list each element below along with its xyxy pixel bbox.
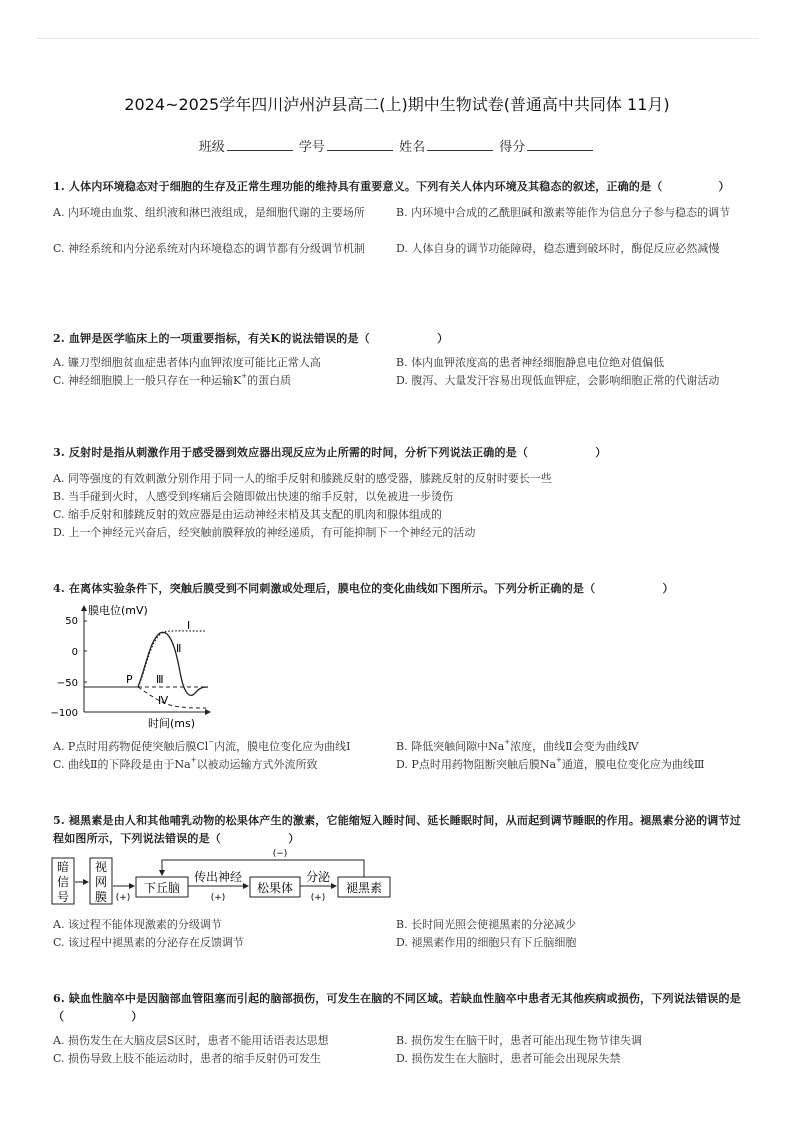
option-text: B. 降低突触间隙中Na	[396, 740, 505, 753]
option-b[interactable]: B. 内环境中合成的乙酰胆碱和激素等能作为信息分子参与稳态的调节	[396, 206, 731, 219]
box-text: 松果体	[256, 881, 294, 895]
option-text: 以被动运输方式外流所致	[196, 758, 318, 771]
box-text: 视	[94, 860, 108, 874]
question-4-options	[53, 738, 743, 774]
option-a[interactable]: A. 同等强度的有效刺激分别作用于同一人的缩手反射和膝跳反射的感受器，膝跳反射的反射时要长一些	[53, 472, 552, 485]
option-text: C. 神经细胞膜上一般只存在一种运输K	[53, 374, 242, 387]
name-blank[interactable]	[427, 140, 493, 151]
superscript: +	[556, 756, 562, 764]
name-label: 姓名	[399, 140, 426, 155]
plus-sign: (+)	[115, 893, 131, 903]
membrane-potential-figure	[50, 600, 220, 732]
superscript: +	[504, 738, 511, 746]
y-tick-label: 0	[71, 647, 78, 658]
superscript: −	[208, 738, 215, 746]
option-d[interactable]: D. 人体自身的调节功能障碍，稳态遭到破坏时，酶促反应必然减慢	[396, 242, 720, 255]
question-stem: 4. 在离体实验条件下，突触后膜受到不同刺激或处理后，膜电位的变化曲线如下图所示。下列分析正确的是（ ）	[53, 582, 674, 595]
option-text: 浓度，曲线Ⅱ会变为曲线Ⅳ	[510, 740, 639, 753]
box-text: 信	[56, 875, 70, 889]
box-text: 褪黑素	[345, 881, 383, 895]
question-6	[53, 990, 743, 1068]
question-stem: 1. 人体内环境稳态对于细胞的生存及正常生理功能的维持具有重要意义。下列有关人体内环境及其稳态的叙述，正确的是（ ）	[53, 180, 730, 193]
student-info-line	[0, 136, 794, 155]
question-5	[53, 812, 743, 848]
option-d[interactable]	[396, 756, 736, 774]
score-blank[interactable]	[527, 140, 593, 151]
option-b[interactable]: B. 体内血钾浓度高的患者神经细胞静息电位绝对值偏低	[396, 356, 665, 369]
option-d[interactable]: D. 腹泻、大量发汗容易出现低血钾症，会影响细胞正常的代谢活动	[396, 374, 720, 387]
superscript: +	[190, 756, 197, 764]
score-label: 得分	[499, 140, 526, 155]
y-tick-label: −50	[56, 678, 78, 689]
curve-i-label: Ⅰ	[187, 619, 191, 632]
curve-iii-label: Ⅲ	[156, 673, 164, 686]
class-blank[interactable]	[227, 140, 293, 151]
y-tick-label: −100	[50, 708, 78, 719]
feedback-arrow	[162, 860, 364, 877]
option-d[interactable]: D. 上一个神经元兴奋后，经突触前膜释放的神经递质，有可能抑制下一个神经元的活动	[53, 526, 476, 539]
point-p-label: P	[126, 673, 133, 686]
option-b[interactable]	[396, 738, 736, 756]
melatonin-regulation-diagram	[50, 846, 400, 910]
curve-iv	[138, 687, 206, 708]
curve-ii	[138, 632, 208, 695]
box-text: 暗	[56, 860, 70, 874]
curve-ii-label: Ⅱ	[176, 642, 182, 655]
box-text: 网	[94, 875, 108, 889]
option-b[interactable]: B. 损伤发生在脑干时，患者可能出现生物节律失调	[396, 1034, 643, 1047]
header-rule	[36, 38, 758, 39]
option-c[interactable]	[53, 756, 391, 774]
option-c[interactable]: C. 该过程中褪黑素的分泌存在反馈调节	[53, 936, 245, 949]
option-text: D. P点时用药物阻断突触后膜Na	[396, 758, 557, 771]
arrow-label: 分泌	[305, 870, 331, 884]
student-id-blank[interactable]	[327, 140, 393, 151]
option-a[interactable]	[53, 738, 391, 756]
option-b[interactable]: B. 当手碰到火时，人感受到疼痛后会随即做出快速的缩手反射，以免被进一步烫伤	[53, 490, 454, 503]
question-4	[53, 580, 743, 598]
curve-i	[138, 631, 206, 687]
box-text: 膜	[94, 890, 108, 904]
option-text: 内流，膜电位变化应为曲线Ⅰ	[214, 740, 351, 753]
question-stem: 5. 褪黑素是由人和其他哺乳动物的松果体产生的激素，它能缩短入睡时间、延长睡眠时间，从而起到调节睡眠的作用。褪黑素分泌的调节过程如图所示，下列说法错误的是（ ）	[53, 814, 741, 845]
arrow-label: 传出神经	[193, 870, 243, 884]
option-d[interactable]: D. 褪黑素作用的细胞只有下丘脑细胞	[396, 936, 577, 949]
question-2	[53, 330, 743, 410]
option-a[interactable]: A. 该过程不能体现激素的分级调节	[53, 918, 222, 931]
question-stem: 2. 血钾是医学临床上的一项重要指标，有关K的说法错误的是（ ）	[53, 332, 449, 345]
x-axis-label: 时间(ms)	[148, 717, 196, 730]
question-stem: 6. 缺血性脑卒中是因脑部血管阻塞而引起的脑部损伤，可发生在脑的不同区域。若缺血性脑卒中患者无其他疾病或损伤，下列说法错误的是（ ）	[53, 992, 741, 1023]
box-text: 号	[56, 890, 70, 904]
option-c[interactable]: C. 神经系统和内分泌系统对内环境稳态的调节都有分级调节机制	[53, 242, 366, 255]
option-text: 的蛋白质	[247, 374, 292, 387]
option-b[interactable]: B. 长时间光照会使褪黑素的分泌减少	[396, 918, 577, 931]
curve-iv-label: Ⅳ	[158, 694, 169, 707]
option-a[interactable]: A. 镰刀型细胞贫血症患者体内血钾浓度可能比正常人高	[53, 356, 321, 369]
student-id-label: 学号	[298, 140, 325, 155]
question-1	[53, 178, 743, 278]
superscript: +	[241, 372, 248, 380]
question-5-options	[53, 916, 743, 952]
option-text: 通道，膜电位变化应为曲线Ⅲ	[561, 758, 705, 771]
box-text: 下丘脑	[143, 881, 181, 895]
option-c[interactable]: C. 损伤导致上肢不能运动时，患者的缩手反射仍可发生	[53, 1052, 322, 1065]
option-d[interactable]: D. 损伤发生在大脑时，患者可能会出现尿失禁	[396, 1052, 621, 1065]
y-axis-label: 膜电位(mV)	[88, 604, 148, 617]
option-text: A. P点时用药物促使突触后膜Cl	[53, 740, 209, 753]
minus-sign: (−)	[272, 849, 288, 859]
y-tick-label: 50	[65, 616, 78, 627]
option-c[interactable]	[53, 372, 391, 390]
option-a[interactable]: A. 内环境由血浆、组织液和淋巴液组成，是细胞代谢的主要场所	[53, 206, 365, 219]
page-title: 2024~2025学年四川泸州泸县高二(上)期中生物试卷(普通高中共同体 11月)	[124, 95, 670, 114]
option-a[interactable]: A. 损伤发生在大脑皮层S区时，患者不能用话语表达思想	[53, 1034, 329, 1047]
plus-sign: (+)	[310, 893, 326, 903]
question-stem: 3. 反射时是指从刺激作用于感受器到效应器出现反应为止所需的时间，分析下列说法正确的是（ ）	[53, 446, 607, 459]
question-3	[53, 444, 743, 542]
option-text: C. 曲线Ⅱ的下降段是由于Na	[53, 758, 191, 771]
plus-sign: (+)	[210, 893, 226, 903]
class-label: 班级	[198, 140, 225, 155]
option-c[interactable]: C. 缩手反射和膝跳反射的效应器是由运动神经末梢及其支配的肌肉和腺体组成的	[53, 508, 443, 521]
